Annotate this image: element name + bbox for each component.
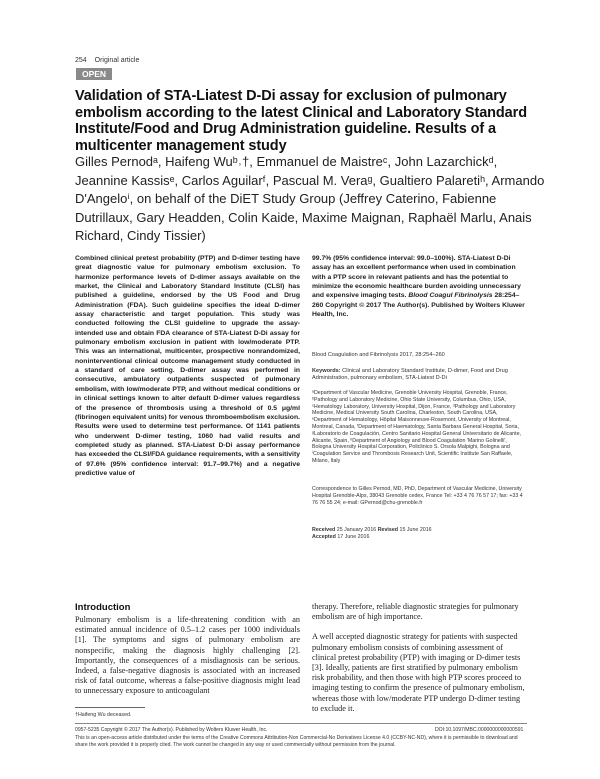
author-list: Gilles Pernodᵃ, Haifeng Wuᵇ˒†, Emmanuel de Maistreᶜ, John Lazarchickᵈ, Jeannine Kassisᵉ, Carlos Aguilarᶠ, Pascual M. Veraᵍ, Gualtiero Palaretiʰ, Armando D'Angeloⁱ, on behalf of the DiET Study Group (Jeffrey Caterino, Fabienne Dutrillaux, Gary Headden, Colin Kaide, Maxime Maignan, Raphaël Marlu, Anais Richard, Cindy Tissier) <box>75 154 545 243</box>
running-header <box>75 57 139 64</box>
abstract-right-column <box>312 254 527 319</box>
footnote-divider <box>75 707 145 708</box>
article-dates <box>312 527 527 541</box>
accepted-label: Accepted <box>312 533 336 540</box>
journal-citation-line: Blood Coagulation and Fibrinolysis 2017, 28:254–260 <box>312 352 445 358</box>
footer-license: This is an open-access article distributed under the terms of the Creative Commons Attribution-Non Commercial-No Derivatives License 4.0 (CCBY-NC-ND), where it is permissible to download and share the work provided it is properly cited. The work cannot be changed in any way or used commercially without permission from the journal. <box>75 735 518 748</box>
abstract-left-column: Combined clinical pretest probability (PTP) and D-dimer testing have great diagnostic value for pulmonary embolism exclusion. To harmonize performance levels of D-dimer assays available on the market, the Clinical and Laboratory Standard Institute (CLSI) has published a guideline, endorsed by the US Food and Drug Administration (FDA). Such guideline specifies the ideal D-dimer assay characteristic and target population. This study was conducted following the CLSI guideline to upgrade the assay-intended use and obtain FDA clearance of STA-Liatest D-Di assay for pulmonary embolism exclusion in patient with low/moderate PTP. This was an international, multicenter, prospective nonrandomized, noninterventional clinical outcome management study conducted in a standard of care setting. D-dimer assay was performed in consecutive, ambulatory outpatients suspected of pulmonary embolism, with low/moderate PTP, and without medical conditions or in clinical settings known to alter default D-dimer values regardless of the presence of thrombosis using a threshold of 0.5 μg/ml (fibrinogen equivalent units) for venous thromboembolism exclusion. Results were used to determine test performance. Of 1141 patients who underwent D-dimer testing, 1060 had valid results and completed study as planned. STA-Liatest D-Di assay performance has exceeded the CLSI/FDA guidance requirements, with a sensitivity of 97.6% (95% confidence interval: 91.7–99.7%) and a negative predictive value of <box>75 255 300 477</box>
article-title: Validation of STA-Liatest D-Di assay for exclusion of pulmonary embolism according to the latest Clinical and Laboratory Standard Institute/Food and Drug Administration guideline. Results of a multicenter management study <box>75 88 527 154</box>
footer-doi: DOI:10.1097/MBC.0000000000000591 <box>435 727 524 733</box>
page-number: 254 <box>75 57 87 64</box>
introduction-left-text: Pulmonary embolism is a life-threatening condition with an estimated annual incidence of 0.5–1.2 cases per 1000 individuals [1]. The symptoms and signs of pulmonary embolism are nonspecific, making the diagnosis highly challenging [2]. Importantly, the consequences of a misdiagnosis can be serious. Indeed, a false-negative diagnosis is associated with an increased risk of fatal outcome, whereas a false-positive diagnosis might lead to unnecessary exposure to anticoagulant <box>75 615 300 696</box>
introduction-heading: Introduction <box>75 602 131 613</box>
footer-issn: 0957-5235 Copyright © 2017 The Author(s). Published by Wolters Kluwer Health, Inc. <box>75 727 268 733</box>
abstract-citation-tail: 28:254–260 Copyright © 2017 The Author(s). Published by Wolters Kluwer Health, Inc. <box>312 292 525 319</box>
keywords-text: Clinical and Laboratory Standard Institute, D-dimer, Food and Drug Administration, pulmonary embolism, STA-Liatest D-Di <box>312 368 508 381</box>
footnote: †Haifeng Wu deceased. <box>75 712 132 718</box>
received-date: 25 January 2016 <box>336 527 377 533</box>
abstract-right-text: 99.7% (95% confidence interval: 99.0–100%). STA-Liatest D-Di assay has an excellent performance when used in combination with a PTP score in relevant patients and has the potential to minimize the economic healthcare burden avoiding unnecessary and expensive imaging tests. <box>312 255 521 300</box>
affiliations: ᵃDepartment of Vascular Medicine, Grenoble University Hospital, Grenoble, France, ᵇPathology and Laboratory Medicine, Ohio State University, Columbus, Ohio, USA, ᶜHematology Laboratory, University Hospital, Dijon, France, ᵈPathology and Laboratory Medicine, Medical University South Carolina, Charleston, South Carolina, USA, ᵉDepartment of Hematology, Hôpital Maisonneuve-Rosemont, University of Montreal, Montreal, Canada, ᶠDepartment of Haematology, Santa Barbara General Hospital, Soria, ᵍLaboratorio de Coagulación, Centro Sanitario Hospital General Universitario de Alicante, Alicante, Spain, ʰDepartment of Angiology and Blood Coagulation 'Marino Golinelli', Bologna University Hospital Corporation, Policlinico S. Orsola Malpighi, Bologna and ⁱCoagulation Service and Thrombosis Research Unit, Scientific Institute San Raffaele, Milano, Italy <box>312 390 521 464</box>
accepted-date: 17 June 2016 <box>337 533 370 540</box>
introduction-right-paragraph-2: A well accepted diagnostic strategy for patients with suspected pulmonary embolism consists of combining assessment of clinical pretest probability (PTP) with imaging or D-dimer tests [3]. Ideally, patients are first stratified by pulmonary embolism risk probability, and then those with high PTP scores proceed to imaging testing to confirm the presence of pulmonary embolism, whereas those with low/moderate PTP undergo D-dimer testing to exclude it. <box>312 632 525 713</box>
correspondence: Correspondence to Gilles Pernod, MD, PhD, Department of Vascular Medicine, University Hospital Grenoble-Alps, 38043 Grenoble cedex, France Tel: +33 4 76 76 57 17; fax: +33 4 76 76 55 24; e-mail: GPernod@chu-grenoble.fr <box>312 486 523 506</box>
open-access-badge: OPEN <box>76 68 112 80</box>
revised-date: 15 June 2016 <box>399 527 432 533</box>
introduction-right-column <box>312 602 527 724</box>
abstract-citation-journal: Blood Coagul Fibrinolysis <box>408 292 493 300</box>
received-label: Received <box>312 527 336 533</box>
footer-divider <box>75 723 527 724</box>
keywords <box>312 368 527 382</box>
keywords-label: Keywords: <box>312 368 341 374</box>
introduction-right-paragraph-1: therapy. Therefore, reliable diagnostic strategies for pulmonary embolism are of high importance. <box>312 602 519 622</box>
section-label: Original article <box>94 57 140 64</box>
revised-label: Revised <box>377 527 399 533</box>
